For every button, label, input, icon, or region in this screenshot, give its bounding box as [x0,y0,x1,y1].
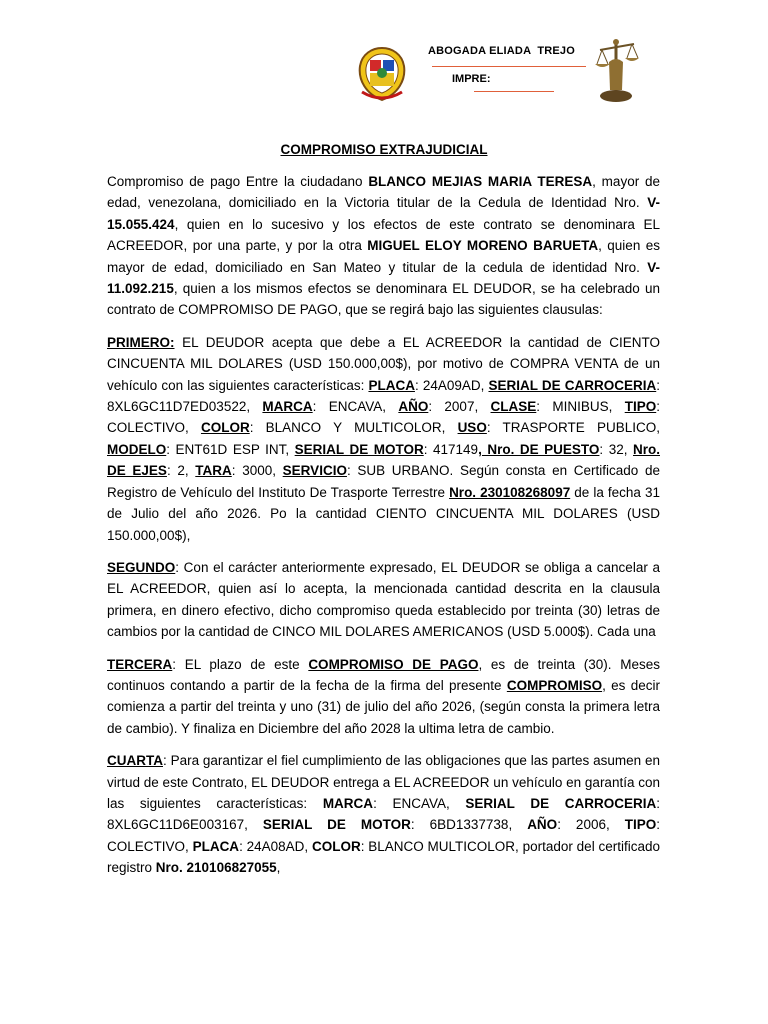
seal-emblem-icon [356,46,408,102]
bold-text-run: Nro. 230108268097 [449,484,571,500]
impre-underline [474,91,554,92]
bold-text-run: AÑO [398,399,429,415]
text-run: : Con el carácter anteriormente expresado, EL DEUDOR se obliga a cancelar a EL ACREEDOR, quien así lo acepta, la mencionada cantidad descrita en la clausula primera, en dinero efectivo, dicho compromiso queda establecido por treinta (30) letras de cambios por la cantidad de CINCO MIL DOLARES AMERICANOS (USD 5.000$). Cada una [107,559,660,640]
bold-text-run: CUARTA [107,753,163,769]
text-run: : 32, [599,441,633,457]
bold-text-run: AÑO [527,817,558,833]
bold-text-run: V-15.055.424 [107,195,660,232]
bold-text-run: SERVICIO [282,463,347,479]
bold-text-run: Nro. DE EJES [107,441,660,479]
bold-text-run: , Nro. DE PUESTO [478,441,600,457]
text-run: , es de treinta (30). Meses continuos contando a partir de la fecha de la firma del presente [107,656,661,693]
bold-text-run: MIGUEL ELOY MORENO BARUETA [367,238,599,254]
bold-text-run: SERIAL DE MOTOR [262,817,411,833]
text-run: EL DEUDOR acepta que debe a EL ACREEDOR la cantidad de CIENTO CINCUENTA MIL DOLARES (USD 150.000,00$), por motivo de COMPRA VENTA de un vehículo con las siguientes características: [107,334,660,393]
bold-text-run: TERCERA [107,656,173,672]
bold-text-run: PLACA [192,838,240,854]
text-run: : 417149 [423,441,479,457]
text-run: , mayor de edad, venezolana, domiciliado en la Victoria titular de la Cedula de Identidad Nro. [107,174,660,211]
text-run: : 2006, [557,817,625,833]
text-run: : COLECTIVO, [107,817,660,854]
bold-text-run: SEGUNDO [107,559,176,575]
text-run: , quien es mayor de edad, domiciliado en San Mateo y titular de la cedula de identidad Nro. [107,238,661,275]
text-run: : 2, [166,463,196,479]
text-run: : COLECTIVO, [107,399,660,436]
text-run: Compromiso de pago Entre la ciudadano [107,174,369,189]
text-run: : 24A08AD, [239,838,312,854]
text-run: : ENCAVA, [312,399,399,415]
bold-text-run: SERIAL DE CARROCERIA [465,795,657,811]
text-run: : MINIBUS, [536,399,625,415]
bold-text-run: TIPO [624,399,657,415]
bold-text-run: TARA [195,463,232,479]
text-run: : SUB URBANO. Según consta en Certificado de Registro de Vehículo del Instituto De Trasporte Terrestre [107,463,660,500]
text-run: : BLANCO Y MULTICOLOR, [249,420,458,436]
bold-text-run: COMPROMISO [506,677,603,693]
clause-cuarta [107,750,660,878]
text-run: : 8XL6GC11D7ED03522, [107,377,660,415]
text-run: , [276,860,281,876]
text-run: : ENCAVA, [373,795,466,811]
bold-text-run: PLACA [368,377,415,393]
clause-segundo [107,557,660,643]
bold-text-run: COLOR [200,420,250,436]
text-run: : 3000, [231,463,283,479]
bold-text-run: MARCA [262,399,313,415]
text-run: , quien en lo sucesivo y los efectos de este contrato se denominara EL ACREEDOR, por una parte, y por la otra [107,216,660,254]
text-run: : 6BD1337738, [410,817,528,833]
text-run: : 24A09AD, [414,377,489,393]
bold-text-run: MODELO [107,441,167,457]
bold-text-run: BLANCO MEJIAS MARIA TERESA [368,174,593,189]
attorney-name: ABOGADA ELIADA TREJO [428,45,576,57]
text-run: : 8XL6GC11D6E003167, [107,795,661,833]
text-run: : TRASPORTE PUBLICO, [486,420,661,436]
text-run: de la fecha 31 de Julio del año 2026. Po la cantidad CIENTO CINCUENTA MIL DOLARES (USD 150.000,00$), [107,484,660,543]
bold-text-run: SERIAL DE CARROCERIA [488,377,657,393]
bold-text-run: CLASE [490,399,537,415]
intro-paragraph [107,171,660,321]
text-run: : 2007, [428,399,491,415]
bold-text-run: V-11.092.215 [107,259,660,297]
bold-text-run: PRIMERO: [107,334,175,350]
text-run: , quien a los mismos efectos se denominara EL DEUDOR, se ha celebrado un contrato de COMPROMISO DE PAGO, que se regirá bajo las siguientes clausulas: [107,281,660,318]
bold-text-run: COLOR [311,838,361,854]
bold-text-run: USO [457,420,487,436]
clause-primero [107,332,660,546]
bold-text-run: TIPO [624,817,657,833]
text-run: : BLANCO MULTICOLOR, portador del certificado registro [107,838,661,876]
text-run: , es decir comienza a partir del treinta y uno (31) de julio del año 2026, (según consta la primera letra de cambio). Y finaliza en Diciembre del año 2028 la ultima letra de cambio. [107,677,660,736]
text-run: : Para garantizar el fiel cumplimiento de las obligaciones que las partes asumen en virtud de este Contrato, EL DEUDOR entrega a EL ACREEDOR un vehículo en garantía con las siguientes características: [107,753,660,811]
justice-scales-icon [592,36,640,104]
bold-text-run: MARCA [322,795,374,811]
impre-label: IMPRE: [452,73,491,85]
letterhead [0,0,768,120]
bold-text-run: SERIAL DE MOTOR [294,441,424,457]
document-title: COMPROMISO EXTRAJUDICIAL [280,142,488,157]
bold-text-run: Nro. 210106827055 [155,860,277,876]
text-run: : EL plazo de este [172,656,309,672]
clause-tercera [107,654,660,740]
header-underline [432,66,586,67]
text-run: : ENT61D ESP INT, [166,441,295,457]
bold-text-run: COMPROMISO DE PAGO [308,656,479,672]
document-body [107,171,660,890]
